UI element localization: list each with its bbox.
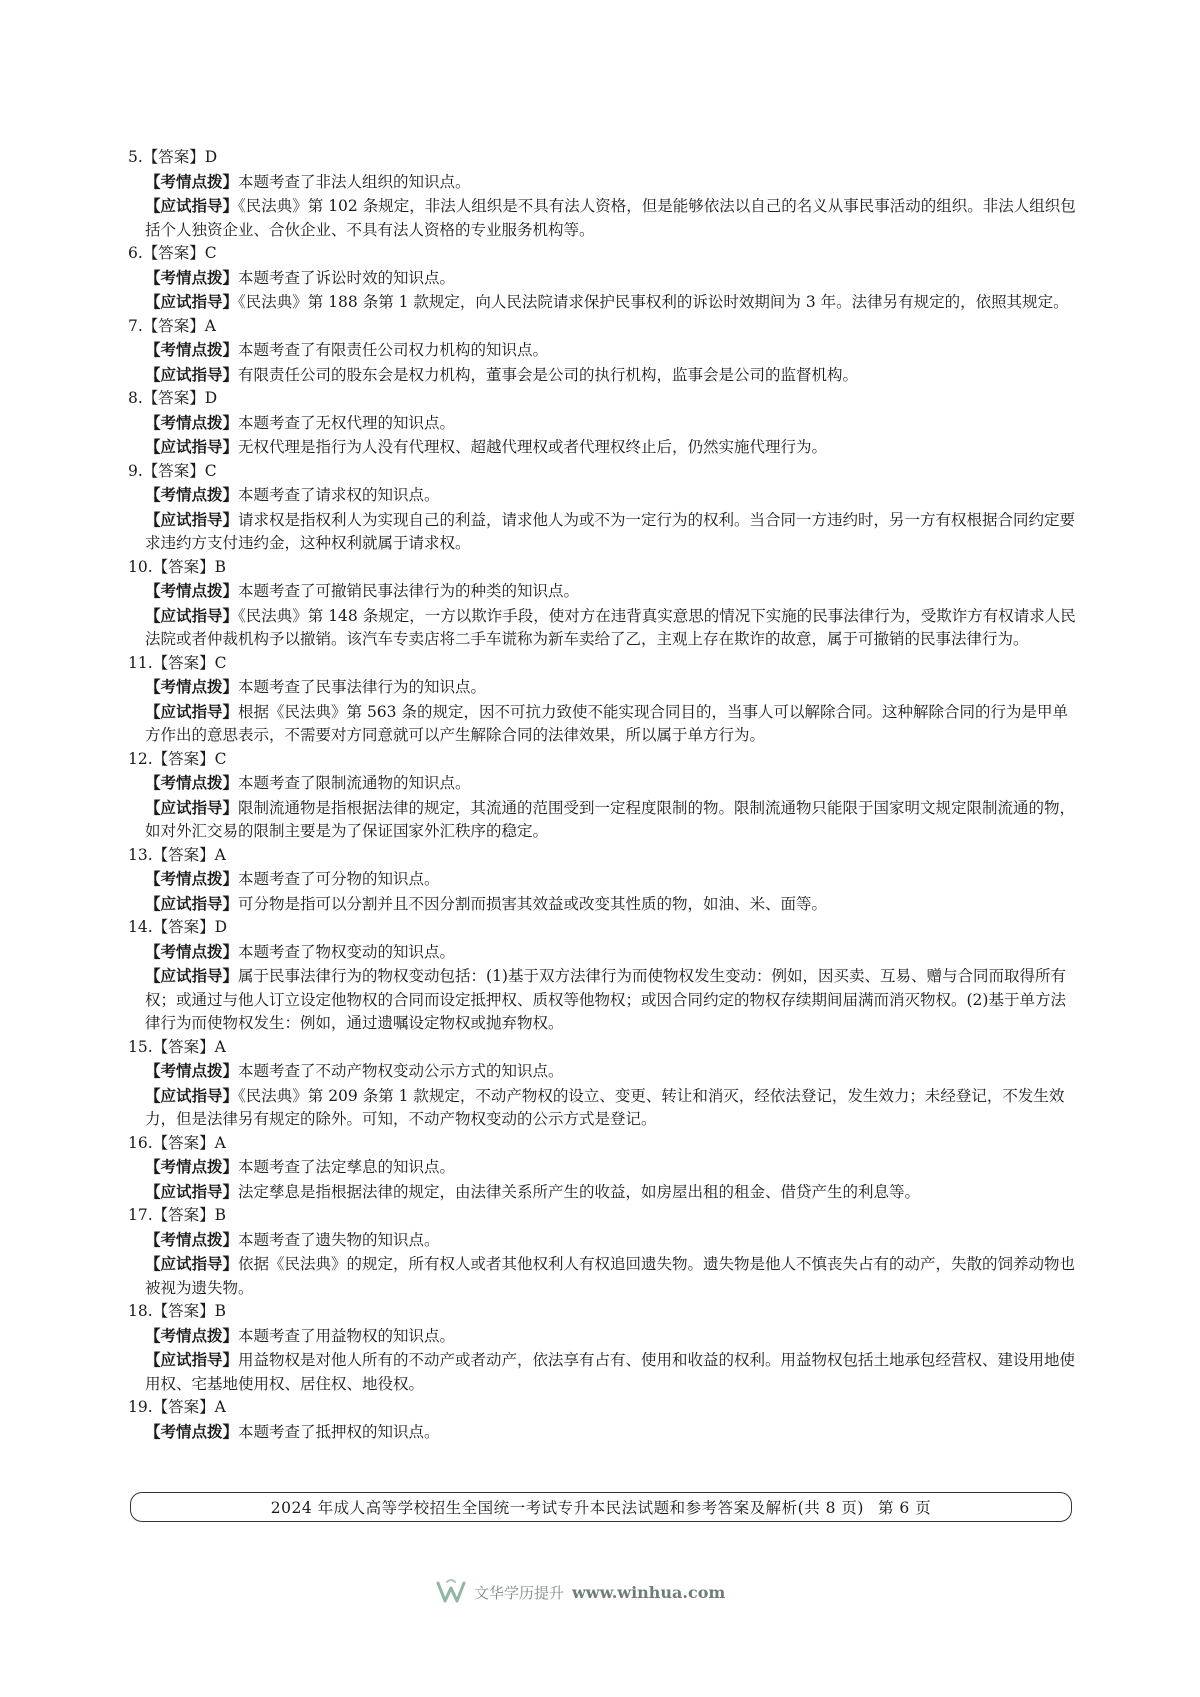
page-number: 第 6 页: [877, 1499, 932, 1517]
answer-line: 6.【答案】C: [128, 244, 217, 262]
answer-item: [128, 460, 1078, 556]
guidance-label: 【应试指导】: [145, 1181, 239, 1201]
guidance-text: 法定孳息是指根据法律的规定，由法律关系所产生的收益，如房屋出租的租金、借贷产生的利息等。: [238, 1182, 921, 1201]
page-footer: [130, 1492, 1072, 1522]
answer-line: 15.【答案】A: [128, 1037, 226, 1056]
answer-item: [128, 1300, 1078, 1396]
guidance-line: [128, 363, 1078, 388]
guidance-line: [128, 1348, 1078, 1396]
answer-item: [128, 652, 1078, 748]
key-point-label: 【考情点拨】: [145, 1229, 239, 1249]
key-point-label: 【考情点拨】: [145, 1157, 239, 1176]
key-point-text: 本题考查了抵押权的知识点。: [238, 1422, 440, 1441]
guidance-line: [128, 604, 1078, 652]
watermark-text: 文华学历提升: [474, 1583, 565, 1602]
answer-line: 17.【答案】B: [128, 1206, 227, 1224]
key-point-line: [128, 411, 1078, 436]
key-point-label: 【考情点拨】: [145, 1061, 239, 1080]
key-point-label: 【考情点拨】: [145, 869, 239, 888]
guidance-label: 【应试指导】: [145, 701, 239, 721]
key-point-text: 本题考查了用益物权的知识点。: [238, 1326, 456, 1345]
guidance-label: 【应试指导】: [145, 797, 239, 817]
key-point-text: 本题考查了法定孳息的知识点。: [238, 1158, 456, 1176]
footer-title: 2024 年成人高等学校招生全国统一考试专升本民法试题和参考答案及解析(共 8 页): [270, 1499, 864, 1517]
guidance-text: 《民法典》第 148 条规定，一方以欺诈手段，使对方在违背真实意思的情况下实施的民事法律行为，受欺诈方有权请求人民法院或者仲裁机构予以撤销。该汽车专卖店将二手车谎称为新车卖给了乙，主观上存在欺诈的故意，属于可撤销的民事法律行为。: [145, 606, 1076, 648]
key-point-label: 【考情点拨】: [145, 941, 239, 961]
guidance-label: 【应试指导】: [145, 966, 239, 985]
key-point-text: 本题考查了物权变动的知识点。: [238, 942, 456, 961]
key-point-label: 【考情点拨】: [145, 412, 239, 432]
guidance-line: [128, 508, 1078, 556]
guidance-label: 【应试指导】: [145, 1254, 239, 1273]
key-point-label: 【考情点拨】: [145, 773, 239, 792]
guidance-line: [128, 290, 1078, 315]
guidance-label: 【应试指导】: [145, 1085, 239, 1105]
guidance-line: [128, 892, 1078, 917]
key-point-label: 【考情点拨】: [145, 1325, 239, 1345]
answer-item: [128, 1132, 1078, 1205]
key-point-line: [128, 867, 1078, 892]
guidance-text: 《民法典》第 209 条第 1 款规定，不动产物权的设立、变更、转让和消灭，经依法登记，发生效力；未经登记，不发生效力，但是法律另有规定的除外。可知，不动产物权变动的公示方式是登记。: [145, 1086, 1065, 1128]
key-point-text: 本题考查了限制流通物的知识点。: [238, 774, 471, 792]
answer-item: [128, 1204, 1078, 1300]
answer-line: 11.【答案】C: [128, 653, 227, 672]
key-point-line: [128, 1420, 1078, 1445]
key-point-label: 【考情点拨】: [145, 485, 239, 504]
watermark-url: www.winhua.com: [572, 1582, 726, 1602]
guidance-line: [128, 700, 1078, 748]
guidance-text: 限制流通物是指根据法律的规定，其流通的范围受到一定程度限制的物。限制流通物只能限于国家明文规定限制流通的物，如对外汇交易的限制主要是为了保证国家外汇秩序的稳定。: [145, 798, 1076, 840]
guidance-text: 无权代理是指行为人没有代理权、超越代理权或者代理权终止后，仍然实施代理行为。: [238, 438, 828, 456]
answer-line: 18.【答案】B: [128, 1302, 227, 1320]
key-point-line: [128, 170, 1078, 195]
guidance-label: 【应试指导】: [145, 437, 239, 456]
key-point-text: 本题考查了有限责任公司权力机构的知识点。: [238, 341, 549, 359]
guidance-label: 【应试指导】: [145, 1350, 239, 1369]
guidance-line: [128, 435, 1078, 460]
answer-item: [128, 1396, 1078, 1444]
guidance-text: 用益物权是对他人所有的不动产或者动产，依法享有占有、使用和收益的权利。用益物权包括土地承包经营权、建设用地使用权、宅基地使用权、居住权、地役权。: [145, 1351, 1076, 1393]
answer-item: [128, 556, 1078, 652]
answer-item: [128, 748, 1078, 844]
key-point-label: 【考情点拨】: [145, 171, 239, 191]
answer-item: [128, 146, 1078, 242]
answer-item: [128, 1036, 1078, 1132]
key-point-text: 本题考查了无权代理的知识点。: [238, 413, 456, 432]
answer-item: [128, 844, 1078, 917]
answer-item: [128, 916, 1078, 1036]
guidance-text: 有限责任公司的股东会是权力机构，董事会是公司的执行机构，监事会是公司的监督机构。: [238, 365, 859, 384]
key-point-text: 本题考查了民事法律行为的知识点。: [238, 678, 487, 696]
answer-item: [128, 242, 1078, 315]
answer-line: 16.【答案】A: [128, 1133, 226, 1152]
watermark: [436, 1577, 725, 1607]
key-point-label: 【考情点拨】: [145, 340, 239, 359]
guidance-label: 【应试指导】: [145, 292, 239, 311]
key-point-line: [128, 675, 1078, 700]
key-point-line: [128, 579, 1078, 604]
key-point-line: [128, 1228, 1078, 1253]
key-point-line: [128, 1324, 1078, 1349]
guidance-text: 依据《民法典》的规定，所有权人或者其他权利人有权追回遗失物。遗失物是他人不慎丧失占有的动产，失散的饲养动物也被视为遗失物。: [145, 1255, 1076, 1297]
answer-line: 12.【答案】C: [128, 749, 227, 768]
key-point-text: 本题考查了诉讼时效的知识点。: [238, 268, 456, 287]
key-point-label: 【考情点拨】: [145, 267, 239, 287]
guidance-text: 《民法典》第 188 条第 1 款规定，向人民法院请求保护民事权利的诉讼时效期间为 3 年。法律另有规定的，依照其规定。: [238, 293, 1069, 311]
guidance-line: [128, 796, 1078, 844]
key-point-line: [128, 338, 1078, 363]
guidance-label: 【应试指导】: [145, 893, 239, 913]
key-point-label: 【考情点拨】: [145, 581, 239, 600]
answer-line: 19.【答案】A: [128, 1398, 226, 1416]
key-point-line: [128, 1155, 1078, 1180]
key-point-line: [128, 483, 1078, 508]
answer-line: 10.【答案】B: [128, 557, 227, 576]
answer-item: [128, 315, 1078, 388]
answer-line: 9.【答案】C: [128, 461, 217, 480]
answer-line: 7.【答案】A: [128, 316, 216, 335]
key-point-label: 【考情点拨】: [145, 1421, 239, 1441]
guidance-text: 根据《民法典》第 563 条的规定，因不可抗力致使不能实现合同目的，当事人可以解除合同。这种解除合同的行为是甲单方作出的意思表示，不需要对方同意就可以产生解除合同的法律效果，所以属于单方行为。: [145, 702, 1068, 744]
guidance-line: [128, 1252, 1078, 1300]
guidance-label: 【应试指导】: [145, 196, 239, 215]
guidance-text: 《民法典》第 102 条规定，非法人组织是不具有法人资格，但是能够依法以自己的名义从事民事活动的组织。非法人组织包括个人独资企业、合伙企业、不具有法人资格的专业服务机构等。: [145, 197, 1076, 239]
key-point-text: 本题考查了非法人组织的知识点。: [238, 172, 471, 191]
guidance-line: [128, 964, 1078, 1036]
key-point-line: [128, 266, 1078, 291]
answer-line: 5.【答案】D: [128, 148, 218, 166]
guidance-label: 【应试指导】: [145, 509, 239, 529]
guidance-label: 【应试指导】: [145, 605, 239, 625]
answer-line: 8.【答案】D: [128, 389, 218, 407]
answer-line: 14.【答案】D: [128, 918, 228, 936]
answer-list: [128, 146, 1078, 1444]
key-point-text: 本题考查了可撤销民事法律行为的种类的知识点。: [238, 582, 580, 600]
guidance-text: 请求权是指权利人为实现自己的利益，请求他人为或不为一定行为的权利。当合同一方违约时，另一方有权根据合同约定要求违约方支付违约金，这种权利就属于请求权。: [145, 510, 1076, 552]
answer-item: [128, 387, 1078, 460]
guidance-label: 【应试指导】: [145, 364, 239, 384]
guidance-line: [128, 194, 1078, 242]
key-point-text: 本题考查了请求权的知识点。: [238, 486, 440, 504]
answer-line: 13.【答案】A: [128, 845, 226, 864]
key-point-line: [128, 1059, 1078, 1084]
guidance-line: [128, 1084, 1078, 1132]
key-point-line: [128, 771, 1078, 796]
key-point-label: 【考情点拨】: [145, 677, 239, 696]
key-point-text: 本题考查了遗失物的知识点。: [238, 1230, 440, 1249]
guidance-text: 可分物是指可以分割并且不因分割而损害其效益或改变其性质的物，如油、米、面等。: [238, 894, 828, 913]
guidance-line: [128, 1180, 1078, 1205]
winhua-logo-icon: [436, 1579, 466, 1605]
key-point-text: 本题考查了可分物的知识点。: [238, 870, 440, 888]
key-point-line: [128, 940, 1078, 965]
key-point-text: 本题考查了不动产物权变动公示方式的知识点。: [238, 1062, 564, 1080]
guidance-text: 属于民事法律行为的物权变动包括：(1)基于双方法律行为而使物权发生变动：例如，因买卖、互易、赠与合同而取得所有权；或通过与他人订立设定他物权的合同而设定抵押权、质权等他物权；或因合同约定的物权存续期间届满而消灭物权。(2)基于单方法律行为而使物权发生：例如，通过遗嘱设定物权或抛弃物权。: [145, 967, 1066, 1032]
